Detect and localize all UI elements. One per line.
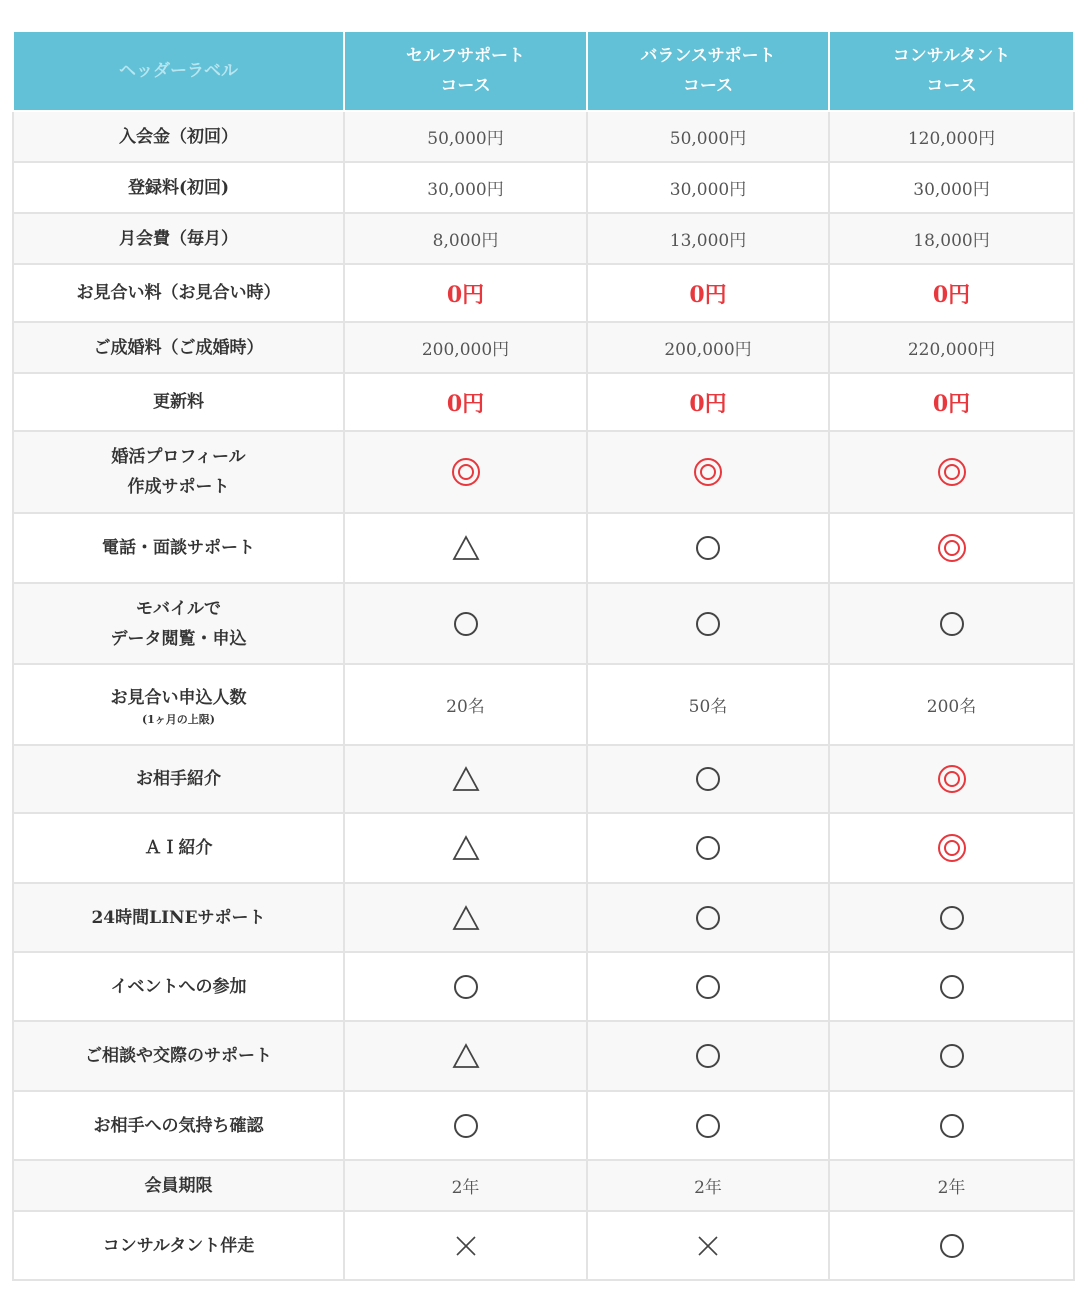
table-cell-symbol bbox=[829, 583, 1074, 664]
table-row bbox=[13, 1160, 1074, 1211]
table-cell-value: 220,000円 bbox=[829, 322, 1074, 373]
table-cell-symbol bbox=[344, 883, 587, 952]
table-cell-value: 18,000円 bbox=[829, 213, 1074, 264]
row-label bbox=[13, 952, 344, 1021]
double-circle-icon bbox=[938, 458, 966, 486]
table-cell-symbol bbox=[587, 431, 829, 513]
table-row bbox=[13, 162, 1074, 213]
table-cell-value: 200,000円 bbox=[344, 322, 587, 373]
table-row bbox=[13, 373, 1074, 431]
table-cell-value: 120,000円 bbox=[829, 111, 1074, 162]
row-label bbox=[13, 431, 344, 513]
table-cell-symbol bbox=[587, 1091, 829, 1160]
row-label bbox=[13, 111, 344, 162]
double-circle-icon bbox=[694, 458, 722, 486]
table-cell-symbol bbox=[587, 813, 829, 883]
table-row bbox=[13, 513, 1074, 583]
table-cell-value: 20名 bbox=[344, 664, 587, 745]
table-cell-symbol bbox=[829, 1211, 1074, 1280]
circle-icon bbox=[940, 1114, 964, 1138]
row-label bbox=[13, 883, 344, 952]
plan-name-line2: コース bbox=[682, 76, 734, 96]
double-circle-icon bbox=[938, 534, 966, 562]
plan-comparison bbox=[12, 30, 1073, 1281]
circle-icon bbox=[940, 612, 964, 636]
triangle-icon bbox=[452, 835, 480, 861]
table-row bbox=[13, 111, 1074, 162]
circle-icon bbox=[454, 612, 478, 636]
table-cell-value: 50名 bbox=[587, 664, 829, 745]
plan-name-line2: コース bbox=[440, 76, 491, 96]
row-label bbox=[13, 373, 344, 431]
comparison-table bbox=[12, 30, 1075, 1281]
table-cell-symbol bbox=[344, 513, 587, 583]
plan-name-line2: コース bbox=[926, 76, 977, 96]
table-row bbox=[13, 883, 1074, 952]
plan-name-line1: セルフサポート bbox=[406, 46, 525, 66]
circle-icon bbox=[940, 1234, 964, 1258]
table-cell-value: 0円 bbox=[344, 373, 587, 431]
table-cell-symbol bbox=[344, 1091, 587, 1160]
table-cell-value: 0円 bbox=[587, 264, 829, 322]
table-cell-symbol bbox=[587, 1211, 829, 1280]
table-cell-symbol bbox=[587, 745, 829, 813]
row-label-text: 更新料 bbox=[153, 392, 204, 412]
row-label-text: ＡＩ紹介 bbox=[144, 838, 213, 858]
table-row bbox=[13, 745, 1074, 813]
circle-icon bbox=[696, 1114, 720, 1138]
table-row bbox=[13, 813, 1074, 883]
table-cell-value: 30,000円 bbox=[829, 162, 1074, 213]
row-label bbox=[13, 322, 344, 373]
table-row bbox=[13, 264, 1074, 322]
table-row bbox=[13, 322, 1074, 373]
table-cell-symbol bbox=[587, 1021, 829, 1091]
row-label-text: お見合い申込人数 bbox=[110, 687, 247, 708]
plan-name-line1: バランスサポート bbox=[640, 46, 776, 66]
table-cell-symbol bbox=[829, 1091, 1074, 1160]
table-body bbox=[13, 111, 1074, 1280]
double-circle-icon bbox=[452, 458, 480, 486]
table-cell-value: 200,000円 bbox=[587, 322, 829, 373]
table-cell-value: 2年 bbox=[829, 1160, 1074, 1211]
circle-icon bbox=[696, 836, 720, 860]
table-cell-symbol bbox=[344, 952, 587, 1021]
triangle-icon bbox=[452, 1043, 480, 1069]
table-cell-symbol bbox=[829, 883, 1074, 952]
row-label-text: 婚活プロフィール bbox=[111, 447, 246, 467]
row-label-text: モバイルで bbox=[136, 598, 221, 619]
table-cell-symbol bbox=[344, 813, 587, 883]
table-cell-value: 50,000円 bbox=[344, 111, 587, 162]
header-row bbox=[13, 31, 1074, 111]
table-cell-symbol bbox=[829, 952, 1074, 1021]
table-cell-symbol bbox=[829, 813, 1074, 883]
plan-name-line1: コンサルタント bbox=[892, 46, 1011, 66]
table-cell-value: 30,000円 bbox=[344, 162, 587, 213]
circle-icon bbox=[696, 1044, 720, 1068]
circle-icon bbox=[696, 767, 720, 791]
table-cell-symbol bbox=[344, 745, 587, 813]
row-label bbox=[13, 264, 344, 322]
table-cell-value: 13,000円 bbox=[587, 213, 829, 264]
row-label-text-line2: データ閲覧・申込 bbox=[110, 628, 247, 649]
circle-icon bbox=[940, 975, 964, 999]
table-cell-value: 30,000円 bbox=[587, 162, 829, 213]
circle-icon bbox=[696, 536, 720, 560]
table-cell-value: 200名 bbox=[829, 664, 1074, 745]
circle-icon bbox=[940, 1044, 964, 1068]
row-label bbox=[13, 1021, 344, 1091]
double-circle-icon bbox=[938, 765, 966, 793]
table-cell-value: 50,000円 bbox=[587, 111, 829, 162]
row-label-text: お相手紹介 bbox=[136, 769, 221, 789]
table-cell-symbol bbox=[587, 583, 829, 664]
table-cell-value: 2年 bbox=[587, 1160, 829, 1211]
row-label bbox=[13, 1211, 344, 1280]
row-label-text: お見合い料（お見合い時） bbox=[76, 283, 281, 303]
table-cell-symbol bbox=[344, 1211, 587, 1280]
table-cell-value: 8,000円 bbox=[344, 213, 587, 264]
row-label bbox=[13, 664, 344, 745]
circle-icon bbox=[696, 612, 720, 636]
row-label-text: 登録料(初回) bbox=[127, 177, 230, 198]
table-row bbox=[13, 1021, 1074, 1091]
row-label bbox=[13, 213, 344, 264]
row-label-text: 会員期限 bbox=[144, 1175, 213, 1196]
table-cell-symbol bbox=[587, 883, 829, 952]
circle-icon bbox=[696, 975, 720, 999]
circle-icon bbox=[696, 906, 720, 930]
row-label bbox=[13, 1091, 344, 1160]
table-cell-symbol bbox=[344, 583, 587, 664]
header-plan-self bbox=[344, 31, 587, 111]
row-label bbox=[13, 513, 344, 583]
row-label-text: ご成婚料（ご成婚時） bbox=[93, 337, 264, 358]
cross-icon bbox=[455, 1235, 477, 1257]
triangle-icon bbox=[452, 766, 480, 792]
header-plan-balance bbox=[587, 31, 829, 111]
row-label-text: コンサルタント伴走 bbox=[102, 1235, 255, 1256]
row-label bbox=[13, 745, 344, 813]
table-cell-value: 0円 bbox=[829, 264, 1074, 322]
table-cell-value: 0円 bbox=[344, 264, 587, 322]
row-label-text: 24時間LINEサポート bbox=[91, 907, 266, 928]
triangle-icon bbox=[452, 905, 480, 931]
double-circle-icon bbox=[938, 834, 966, 862]
table-cell-symbol bbox=[344, 1021, 587, 1091]
table-cell-symbol bbox=[344, 431, 587, 513]
row-label bbox=[13, 162, 344, 213]
circle-icon bbox=[454, 975, 478, 999]
row-label bbox=[13, 813, 344, 883]
table-row bbox=[13, 664, 1074, 745]
row-label-text: ご相談や交際のサポート bbox=[85, 1046, 272, 1066]
circle-icon bbox=[940, 906, 964, 930]
cross-icon bbox=[697, 1235, 719, 1257]
table-cell-value: 0円 bbox=[587, 373, 829, 431]
header-corner-label: ヘッダーラベル bbox=[13, 31, 344, 111]
table-row bbox=[13, 213, 1074, 264]
row-label-text-line2: 作成サポート bbox=[127, 477, 230, 497]
circle-icon bbox=[454, 1114, 478, 1138]
row-label bbox=[13, 1160, 344, 1211]
table-row bbox=[13, 1211, 1074, 1280]
header-plan-consultant bbox=[829, 31, 1074, 111]
table-cell-symbol bbox=[829, 745, 1074, 813]
table-cell-symbol bbox=[587, 952, 829, 1021]
triangle-icon bbox=[452, 535, 480, 561]
row-label-note: (1ヶ月の上限) bbox=[141, 712, 216, 726]
row-label-text: 月会費（毎月） bbox=[119, 228, 238, 249]
table-row bbox=[13, 583, 1074, 664]
table-cell-symbol bbox=[829, 513, 1074, 583]
table-cell-symbol bbox=[829, 1021, 1074, 1091]
table-row bbox=[13, 431, 1074, 513]
row-label bbox=[13, 583, 344, 664]
row-label-text: 入会金（初回） bbox=[119, 126, 238, 147]
table-row bbox=[13, 1091, 1074, 1160]
row-label-text: 電話・面談サポート bbox=[102, 538, 255, 558]
row-label-text: イベントへの参加 bbox=[110, 976, 247, 997]
table-row bbox=[13, 952, 1074, 1021]
table-cell-symbol bbox=[829, 431, 1074, 513]
table-cell-symbol bbox=[587, 513, 829, 583]
row-label-text: お相手への気持ち確認 bbox=[93, 1115, 264, 1136]
table-cell-value: 0円 bbox=[829, 373, 1074, 431]
table-cell-value: 2年 bbox=[344, 1160, 587, 1211]
